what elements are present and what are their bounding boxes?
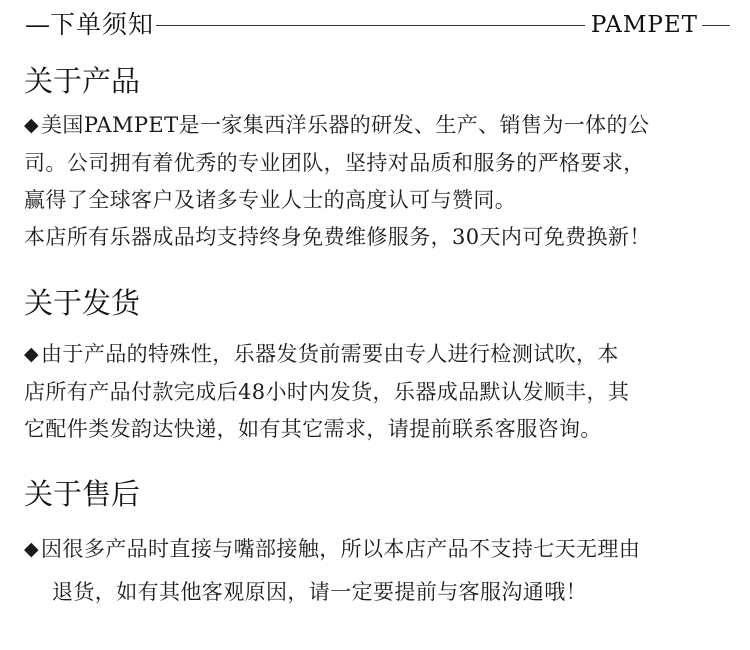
aftersale-line-1: 因很多产品时直接与嘴部接触，所以本店产品不支持七天无理由	[41, 537, 641, 561]
product-paragraph	[24, 107, 736, 219]
shipping-line-3: 它配件类发韵达快递，如有其它需求，请提前联系客服咨询。	[24, 417, 602, 441]
product-warranty-note	[24, 219, 736, 256]
page-title: 下单须知	[50, 10, 155, 39]
section-aftersale	[24, 474, 736, 613]
product-line-1: 美国PAMPET是一家集西洋乐器的研发、生产、销售为一体的公	[41, 113, 650, 137]
aftersale-line-2: 退货，如有其他客观原因，请一定要提前与客服沟通哦！	[52, 580, 587, 604]
diamond-bullet-icon: ◆	[24, 343, 40, 365]
diamond-bullet-icon: ◆	[24, 114, 40, 136]
section-title-aftersale: 关于售后	[24, 477, 141, 511]
shipping-line-1: 由于产品的特殊性，乐器发货前需要由专人进行检测试吹，本	[41, 342, 619, 366]
page-header	[25, 8, 730, 42]
section-shipping	[24, 283, 736, 448]
header-divider-line	[156, 25, 585, 26]
shipping-paragraph	[24, 336, 736, 448]
header-lead-dash: —	[25, 10, 50, 39]
brand-name: PAMPET	[590, 12, 698, 38]
product-line-4: 本店所有乐器成品均支持终身免费维修服务，30天内可免费换新！	[24, 225, 651, 249]
section-title-product: 关于产品	[24, 64, 141, 98]
product-line-3: 赢得了全球客户及诸多专业人士的高度认可与赞同。	[24, 188, 517, 212]
diamond-bullet-icon: ◆	[24, 538, 40, 560]
product-line-2: 司。公司拥有着优秀的专业团队，坚持对品质和服务的严格要求，	[24, 151, 645, 175]
aftersale-paragraph	[24, 528, 736, 613]
header-tail-line	[702, 25, 730, 26]
section-product	[24, 61, 736, 256]
section-title-shipping: 关于发货	[24, 286, 141, 320]
shipping-line-2: 店所有产品付款完成后48小时内发货，乐器成品默认发顺丰，其	[24, 380, 630, 404]
